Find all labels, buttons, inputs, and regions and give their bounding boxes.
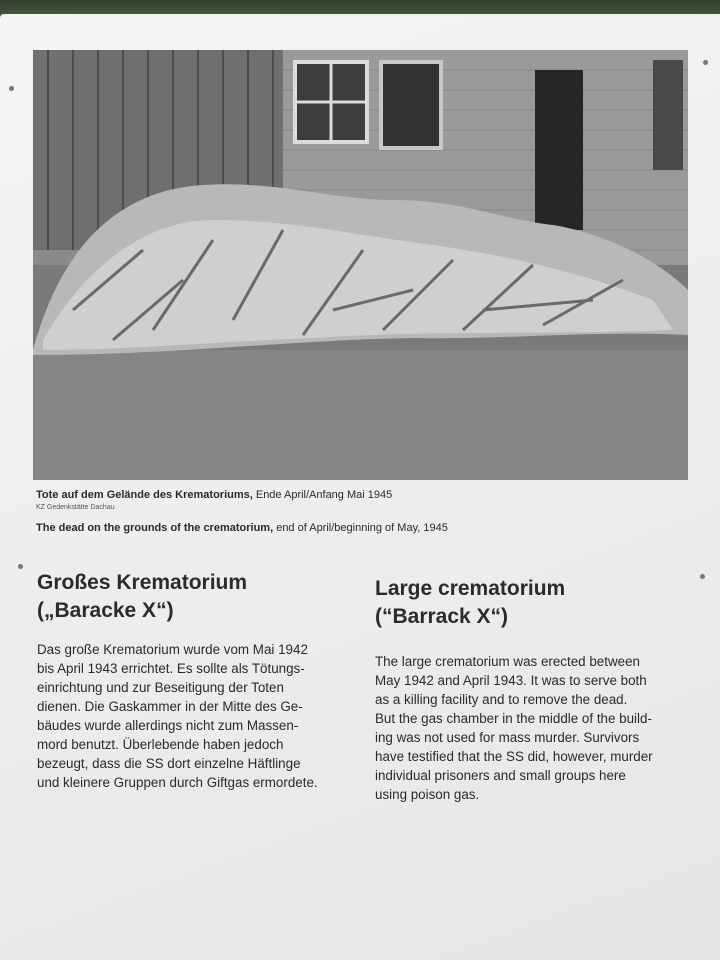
screw <box>18 564 23 569</box>
heading-german-line-2: („Baracke X“) <box>37 599 174 622</box>
heading-english-line-2: (“Barrack X“) <box>375 605 509 628</box>
caption-english <box>36 522 448 534</box>
body-english-line: ing was not used for mass murder. Survivors <box>375 730 640 745</box>
body-german <box>37 640 347 792</box>
screw <box>703 60 708 65</box>
heading-english <box>375 575 565 631</box>
historical-photo <box>33 50 688 480</box>
caption-german <box>36 489 392 501</box>
caption-english-rest: end of April/beginning of May, 1945 <box>273 522 448 534</box>
body-german-line: bis April 1943 errichtet. Es sollte als Tötungs- <box>37 661 305 676</box>
body-german-line: einrichtung und zur Beseitigung der Toten <box>37 680 284 695</box>
body-english <box>375 652 695 804</box>
body-german-line: Das große Krematorium wurde vom Mai 1942 <box>37 642 308 657</box>
screw <box>9 86 14 91</box>
body-english-line: The large crematorium was erected between <box>375 654 640 669</box>
heading-german-line-1: Großes Krematorium <box>37 571 248 594</box>
caption-german-bold: Tote auf dem Gelände des Krematoriums, <box>36 489 253 501</box>
body-english-line: But the gas chamber in the middle of the build- <box>375 711 652 726</box>
body-german-line: bäudes wurde allerdings nicht zum Massen- <box>37 718 299 733</box>
body-german-line: dienen. Die Gaskammer in der Mitte des Ge- <box>37 699 303 714</box>
body-german-line: bezeugt, dass die SS dort einzelne Häftlinge <box>37 756 301 771</box>
screw <box>700 574 705 579</box>
body-english-line: have testified that the SS did, however, murder <box>375 749 653 764</box>
heading-english-line-1: Large crematorium <box>375 577 566 600</box>
body-english-line: using poison gas. <box>375 787 480 802</box>
caption-english-bold: The dead on the grounds of the crematorium, <box>36 522 274 534</box>
body-english-line: as a killing facility and to remove the dead. <box>375 692 628 707</box>
body-german-line: und kleinere Gruppen durch Giftgas ermordete. <box>37 775 318 790</box>
body-english-line: individual prisoners and small groups here <box>375 768 626 783</box>
body-english-line: May 1942 and April 1943. It was to serve both <box>375 673 647 688</box>
photo-illustration <box>33 50 688 480</box>
heading-german <box>37 569 247 625</box>
caption-german-rest: Ende April/Anfang Mai 1945 <box>252 489 393 501</box>
caption-source: KZ Gedenkstätte Dachau <box>36 504 115 511</box>
body-german-line: mord benutzt. Überlebende haben jedoch <box>37 737 284 752</box>
